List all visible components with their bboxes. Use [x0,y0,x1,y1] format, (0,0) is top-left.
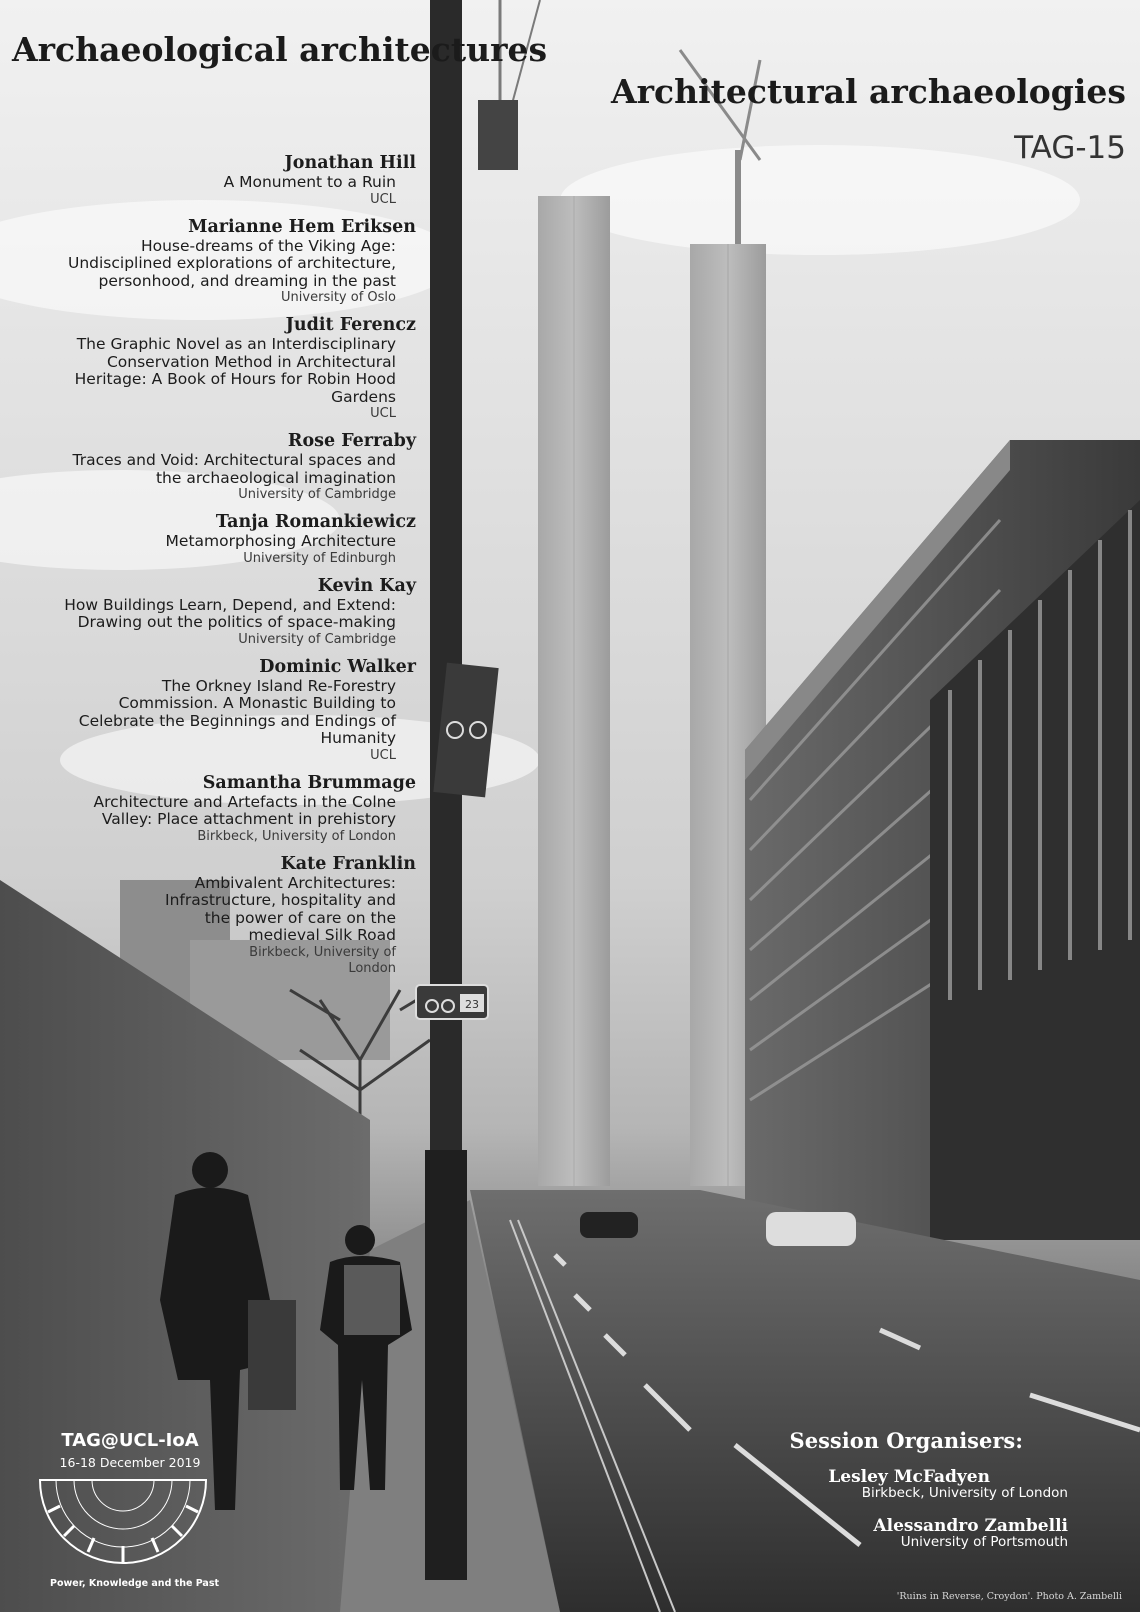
speaker-name: Judit Ferencz [285,315,416,335]
speaker-entry [0,854,416,977]
tag-logo-icon [36,1476,210,1566]
organiser-entry [873,1516,1068,1550]
speaker-entry [0,153,416,208]
talk-title: Traces and Void: Architectural spaces and the archaeological imagination [72,451,396,487]
speaker-entry [0,576,416,648]
speaker-institution: University of Cambridge [238,487,396,502]
speaker-list [0,153,416,986]
conference-block [30,1430,230,1470]
talk-title: Metamorphosing Architecture [165,532,396,550]
title-line-1: Archaeological architectures [12,30,548,69]
talk-title: The Orkney Island Re-Forestry Commission. A Monastic Building to Celebrate the Beginnings and Endings of Humanity [78,676,396,747]
organiser-name: Alessandro Zambelli [873,1516,1068,1536]
conference-motto: Power, Knowledge and the Past [50,1578,220,1589]
talk-title: House-dreams of the Viking Age: Undisciplined explorations of architecture, personhood, and dreaming in the past [67,236,396,290]
speaker-institution: UCL [370,406,396,421]
talk-title: A Monument to a Ruin [223,173,396,191]
speaker-institution: University of Oslo [281,290,396,305]
speaker-entry [0,657,416,764]
speaker-institution: UCL [370,747,396,763]
speaker-institution: University of Cambridge [238,631,396,647]
organiser-institution: Birkbeck, University of London [861,1485,1068,1501]
speaker-entry [0,512,416,567]
talk-title: Architecture and Artefacts in the Colne Valley: Place attachment in prehistory [93,792,396,828]
speaker-institution: Birkbeck, University of London [249,944,396,976]
conference-name: TAG@UCL-IoA [61,1430,199,1451]
talk-title: Ambivalent Architectures: Infrastructure, hospitality and the power of care on the medieval Silk Road [165,873,396,944]
organiser-name: Lesley McFadyen [828,1467,990,1487]
tower-left [538,196,610,1186]
speaker-entry [0,773,416,845]
speaker-name: Samantha Brummage [202,772,416,793]
speaker-name: Dominic Walker [259,656,416,677]
talk-title: The Graphic Novel as an Interdisciplinary Conservation Method in Architectural Heritage: A Book of Hours for Robin Hood Gardens [74,335,396,406]
speaker-entry [0,315,416,422]
speaker-institution: UCL [370,191,396,207]
organiser-institution: University of Portsmouth [900,1534,1068,1550]
title-line-2: Architectural archaeologies [611,72,1126,111]
organiser-entry [828,1467,1068,1501]
speaker-entry [0,217,416,307]
conference-dates: 16-18 December 2019 [59,1455,201,1470]
talk-title: How Buildings Learn, Depend, and Extend: Drawing out the politics of space-making [64,595,396,631]
speaker-entry [0,431,416,503]
organisers-heading: Session Organisers: [789,1428,1023,1453]
session-code: TAG-15 [1014,130,1126,166]
speaker-name: Tanja Romankiewicz [215,512,416,532]
speaker-institution: Birkbeck, University of London [197,828,396,844]
speaker-institution: University of Edinburgh [243,550,396,566]
office-building [745,440,1140,1240]
speaker-name: Kate Franklin [280,853,416,874]
speaker-name: Rose Ferraby [287,431,416,451]
photo-credit: 'Ruins in Reverse, Croydon'. Photo A. Zambelli [896,1591,1122,1602]
sign-number: 23 [465,998,479,1011]
speaker-name: Marianne Hem Eriksen [188,216,416,237]
speaker-name: Kevin Kay [317,575,416,596]
speaker-name: Jonathan Hill [284,153,416,173]
